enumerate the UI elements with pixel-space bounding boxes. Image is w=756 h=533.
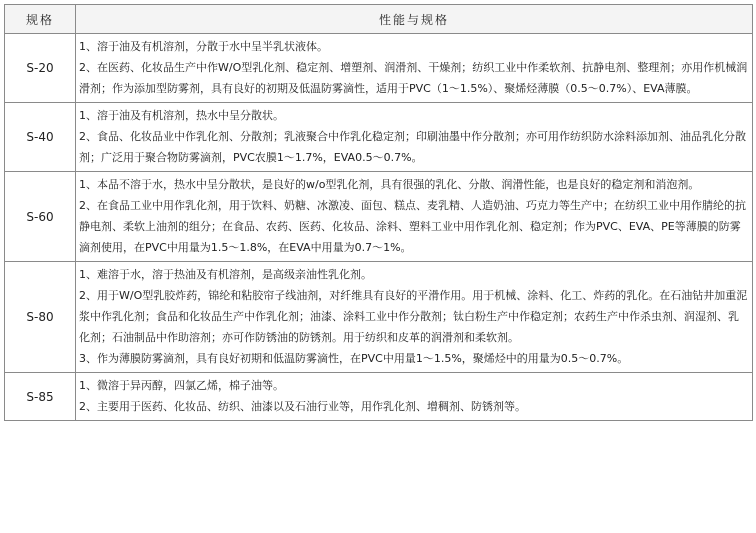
description-cell: [76, 373, 753, 421]
header-row: [5, 5, 753, 34]
table-row: [5, 34, 753, 103]
model-cell: S-85: [5, 373, 76, 421]
header-description: 性能与规格: [76, 5, 753, 34]
description-line: 2、食品、化妆品业中作乳化剂、分散剂；乳液聚合中作乳化稳定剂；印刷油墨中作分散剂；亦可用作纺织防水涂料添加剂、油品乳化分散剂；广泛用于聚合物防雾滴剂，PVC农膜1～1.7%，EVA0.5～0.7%。: [79, 130, 746, 164]
description-line: 3、作为薄膜防雾滴剂，具有良好初期和低温防雾滴性，在PVC中用量1～1.5%，聚烯烃中的用量为0.5～0.7%。: [79, 352, 629, 365]
description-cell: [76, 103, 753, 172]
spec-table: [4, 4, 753, 421]
description-cell: [76, 262, 753, 373]
model-cell: S-80: [5, 262, 76, 373]
description-line: 2、用于W/O型乳胶炸药，锦纶和粘胶帘子线油剂，对纤维具有良好的平滑作用。用于机械、涂料、化工、炸药的乳化。在石油钻井加重泥浆中作乳化剂；食品和化妆品生产中作乳化剂；油漆、涂料工业中作分散剂；钛白粉生产中作稳定剂；农药生产中作杀虫剂、润湿剂、乳化剂；石油制品中作助溶剂；亦可作防锈油的防锈剂。用于纺织和皮革的润滑剂和柔软剂。: [79, 289, 748, 344]
description-line: 2、在医药、化妆品生产中作W/O型乳化剂、稳定剂、增塑剂、润滑剂、干燥剂；纺织工业中作柔软剂、抗静电剂、整理剂；亦用作机械润滑剂；作为添加型防雾剂，具有良好的初期及低温防雾滴性，适用于PVC（1～1.5%）、聚烯烃薄膜（0.5～0.7%）、EVA薄膜。: [79, 61, 748, 95]
description-line: 1、溶于油及有机溶剂，分散于水中呈半乳状液体。: [79, 40, 328, 53]
description-cell: [76, 34, 753, 103]
table-row: [5, 172, 753, 262]
table-row: [5, 373, 753, 421]
description-line: 1、微溶于异丙醇，四氯乙烯，棉子油等。: [79, 379, 284, 392]
model-cell: S-60: [5, 172, 76, 262]
description-line: 1、溶于油及有机溶剂，热水中呈分散状。: [79, 109, 284, 122]
model-cell: S-40: [5, 103, 76, 172]
model-cell: S-20: [5, 34, 76, 103]
description-line: 1、本品不溶于水，热水中呈分散状，是良好的w/o型乳化剂，具有很强的乳化、分散、润滑性能，也是良好的稳定剂和消泡剂。: [79, 178, 700, 191]
header-model: 规格: [5, 5, 76, 34]
description-cell: [76, 172, 753, 262]
description-line: 1、难溶于水，溶于热油及有机溶剂，是高级亲油性乳化剂。: [79, 268, 372, 281]
table-row: [5, 103, 753, 172]
description-line: 2、在食品工业中用作乳化剂，用于饮料、奶糖、冰激凌、面包、糕点、麦乳精、人造奶油、巧克力等生产中；在纺织工业中用作腈纶的抗静电剂、柔软上油剂的组分；在食品、农药、医药、化妆品、涂料、塑料工业中用作乳化剂、稳定剂；作为PVC、EVA、PE等薄膜的防雾滴剂使用，在PVC中用量为1.5～1.8%，在EVA中用量为0.7～1%。: [79, 199, 746, 254]
description-line: 2、主要用于医药、化妆品、纺织、油漆以及石油行业等，用作乳化剂、增稠剂、防锈剂等。: [79, 400, 526, 413]
table-row: [5, 262, 753, 373]
